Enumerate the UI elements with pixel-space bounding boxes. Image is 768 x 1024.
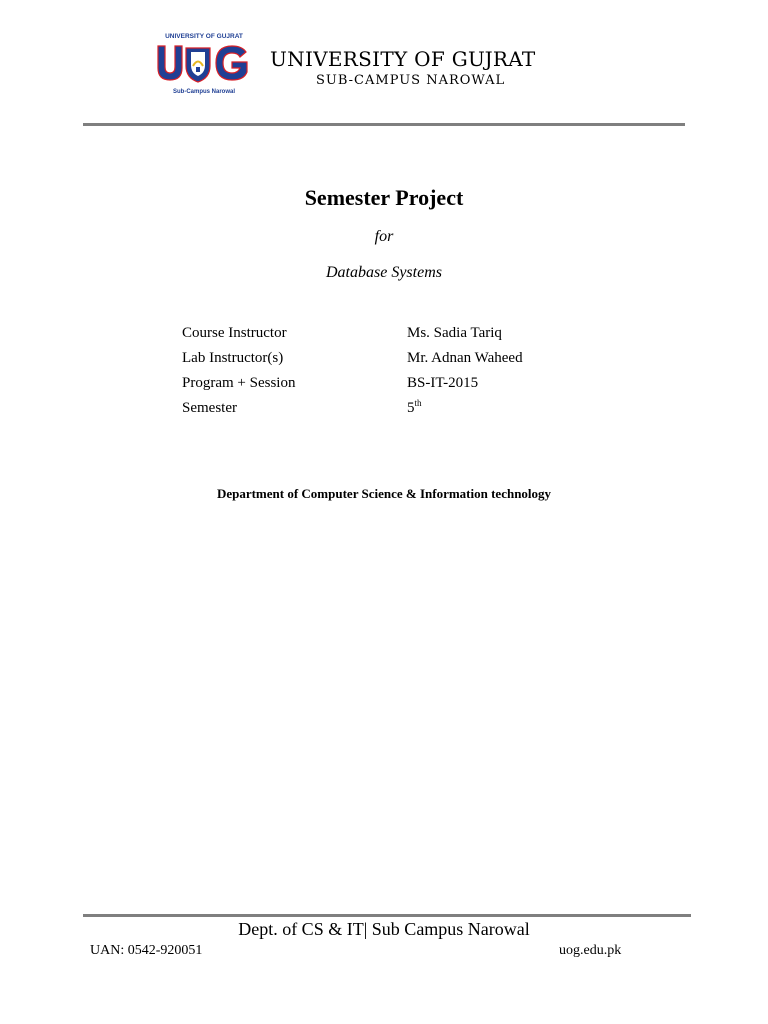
info-value: Ms. Sadia Tariq — [407, 325, 502, 341]
semester-number: 5 — [407, 400, 415, 416]
footer-phone: UAN: 0542-920051 — [90, 943, 203, 958]
info-label: Lab Instructor(s) — [182, 350, 284, 366]
header-divider — [83, 123, 685, 126]
info-row-semester — [182, 400, 582, 425]
document-title: Semester Project — [304, 185, 464, 210]
subject-name: Database Systems — [326, 264, 442, 281]
campus-name: SUB-CAMPUS NAROWAL — [316, 73, 506, 88]
semester-ordinal-suffix: th — [414, 398, 422, 408]
university-logo — [154, 30, 254, 100]
department-name: Department of Computer Science & Information technology — [216, 486, 552, 501]
logo-top-text: UNIVERSITY OF GUJRAT — [165, 33, 243, 40]
info-value: BS-IT-2015 — [407, 375, 479, 391]
info-table — [182, 325, 582, 425]
info-row-program-session — [182, 375, 582, 400]
info-row-course-instructor — [182, 325, 582, 350]
uog-logo-mark — [154, 30, 254, 100]
info-value: Mr. Adnan Waheed — [407, 350, 523, 366]
university-name: UNIVERSITY OF GUJRAT — [270, 47, 536, 71]
footer-divider — [83, 914, 691, 917]
logo-bottom-text: Sub-Campus Narowal — [172, 89, 236, 95]
info-label: Course Instructor — [182, 325, 287, 341]
for-text: for — [374, 228, 394, 245]
info-label: Semester — [182, 400, 237, 416]
footer-department: Dept. of CS & IT| Sub Campus Narowal — [238, 919, 530, 939]
footer-website: uog.edu.pk — [559, 943, 622, 958]
info-value-semester — [407, 400, 422, 417]
info-label: Program + Session — [182, 375, 296, 391]
info-row-lab-instructor — [182, 350, 582, 375]
